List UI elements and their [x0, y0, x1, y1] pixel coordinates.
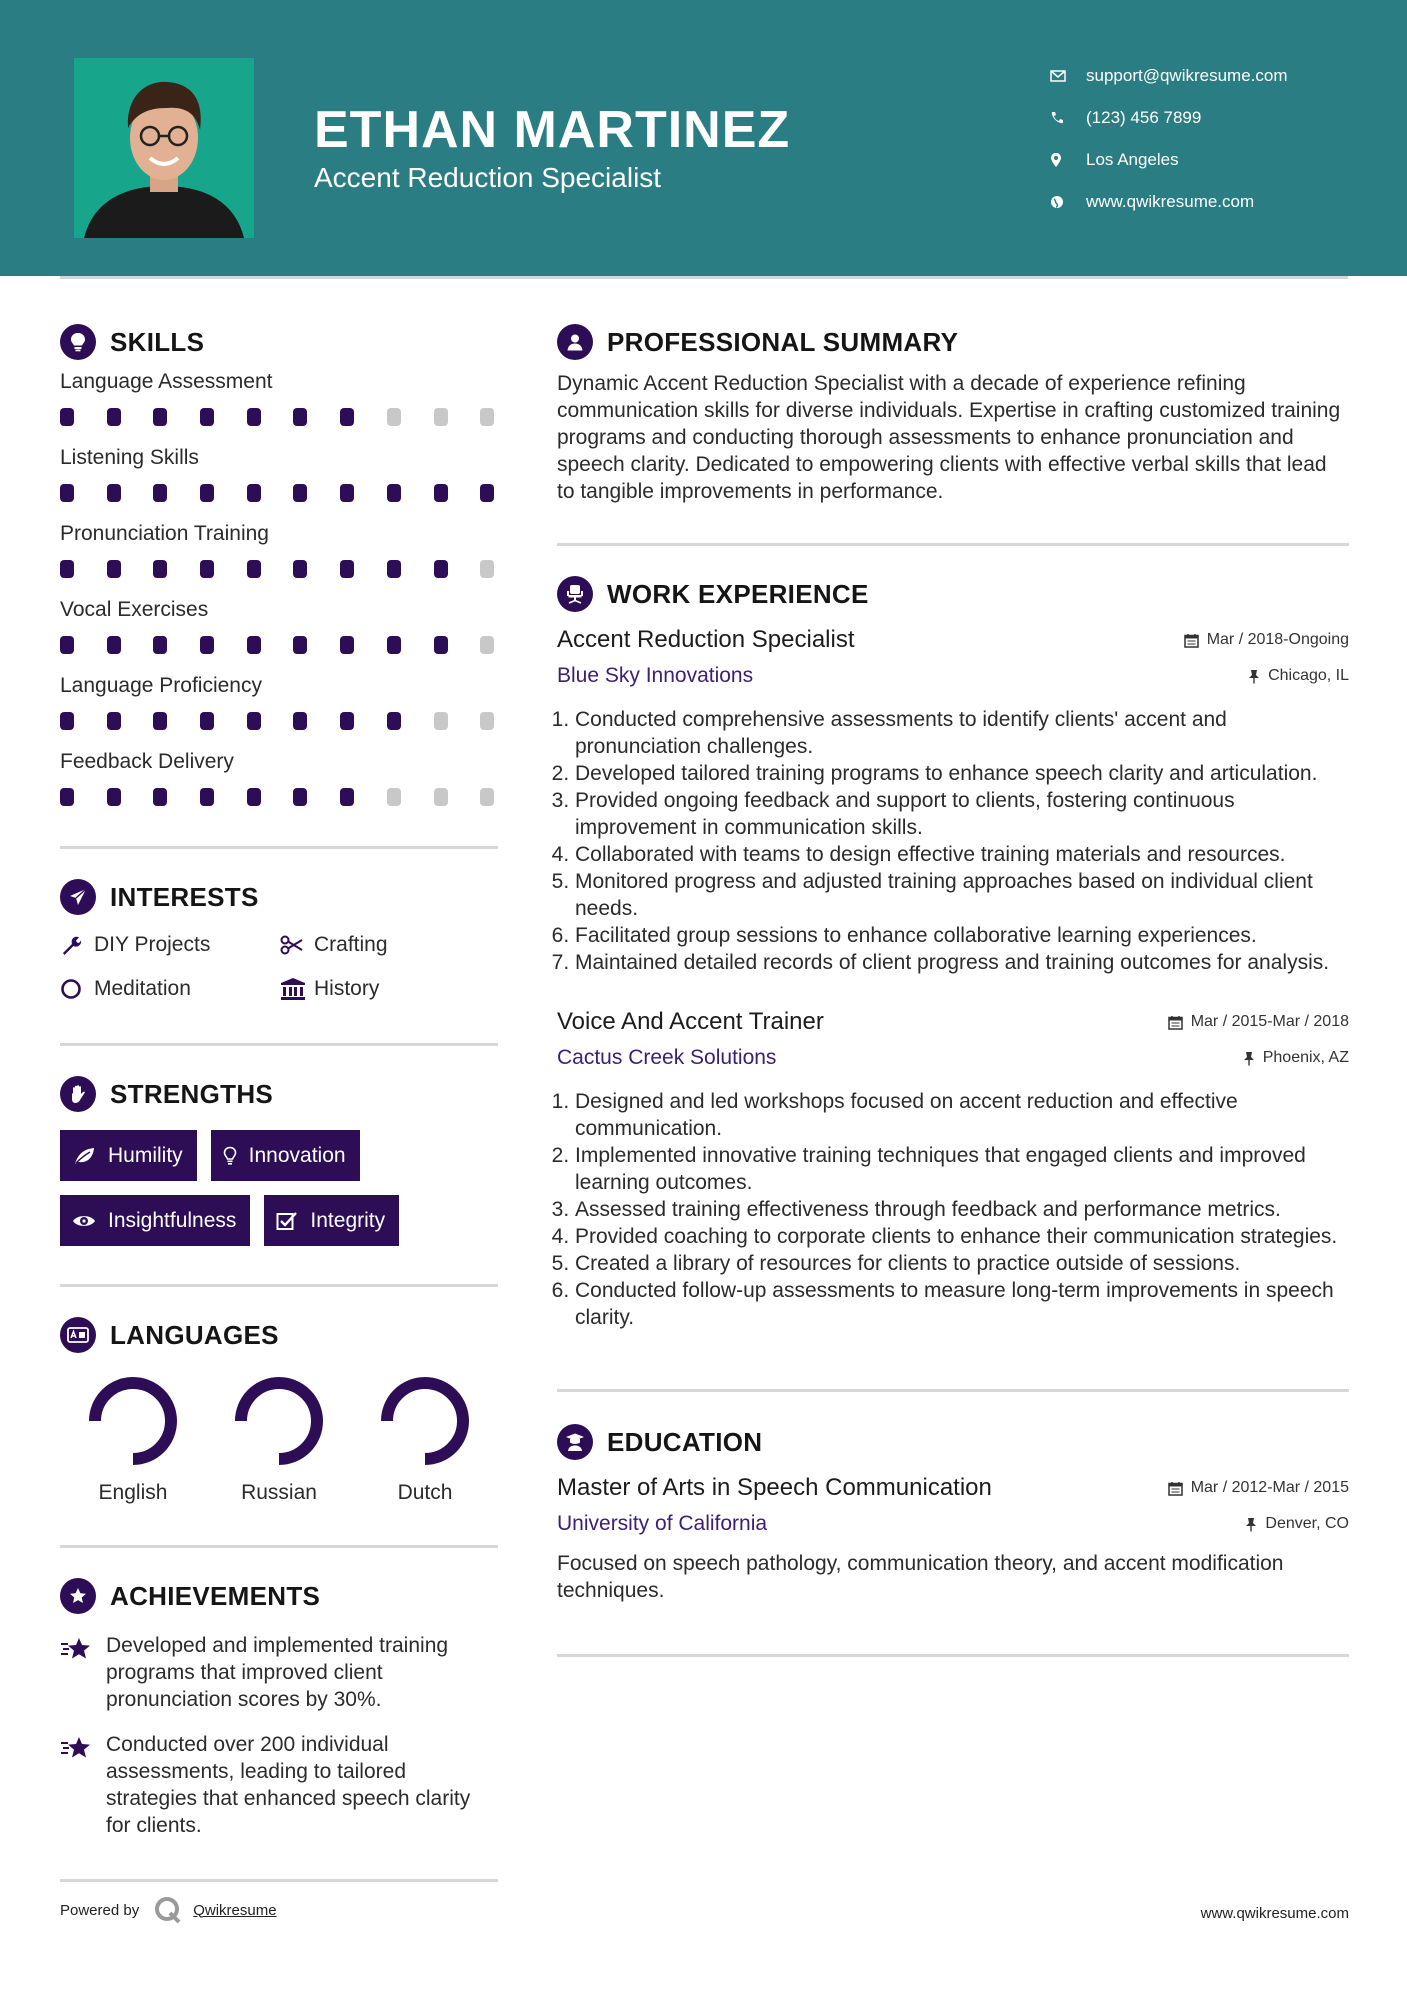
pushpin-icon — [1248, 669, 1260, 684]
responsibility-item: 6. Facilitated group sessions to enhance collaborative learning experiences. — [575, 922, 1349, 949]
rating-dot-filled — [387, 636, 401, 654]
rating-dot-filled — [107, 408, 121, 426]
interests-heading — [60, 875, 498, 919]
rating-dot-filled — [293, 484, 307, 502]
museum-icon — [280, 977, 314, 1001]
contact-email[interactable] — [1050, 55, 1390, 97]
calendar-icon — [1168, 1015, 1183, 1030]
languages-heading — [60, 1313, 498, 1357]
responsibility-item: 1. Designed and led workshops focused on accent reduction and effective communication. — [575, 1088, 1349, 1142]
language-item — [206, 1373, 352, 1505]
graduate-icon — [557, 1424, 593, 1460]
job-location — [1248, 667, 1349, 685]
education-heading — [557, 1420, 1349, 1464]
contact-website-text: www.qwikresume.com — [1086, 192, 1255, 211]
job-title: Accent Reduction Specialist — [557, 626, 855, 653]
rating-dot-empty — [387, 788, 401, 806]
rating-dot-filled — [247, 560, 261, 578]
strengths-title: STRENGTHS — [110, 1078, 274, 1109]
strength-tag — [264, 1195, 399, 1246]
rating-dot-filled — [387, 484, 401, 502]
language-name: English — [98, 1481, 168, 1504]
contact-website[interactable] — [1050, 181, 1390, 223]
language-progress-ring — [377, 1373, 473, 1469]
rating-dot-filled — [247, 788, 261, 806]
achievement-text: Developed and implemented training programs that improved client pronunciation scores by 30%. — [106, 1634, 449, 1711]
responsibility-item: 6. Conducted follow-up assessments to measure long-term improvements in speech clarity. — [575, 1277, 1349, 1331]
eye-icon — [72, 1213, 96, 1229]
skills-list — [60, 370, 498, 808]
education-date-text: Mar / 2012-Mar / 2015 — [1190, 1479, 1349, 1496]
section-divider — [60, 846, 498, 849]
education-entry — [557, 1474, 1349, 1604]
rating-dot-filled — [293, 712, 307, 730]
achievement-text: Conducted over 200 individual assessments, leading to tailored strategies that enhanced speech clarity for clients. — [106, 1733, 471, 1837]
section-divider — [557, 1389, 1349, 1392]
skill-item — [60, 446, 498, 504]
rating-dot-filled — [200, 636, 214, 654]
responsibility-item: 5. Created a library of resources for clients to practice outside of sessions. — [575, 1250, 1349, 1277]
skill-name: Language Proficiency — [60, 674, 262, 697]
strength-label: Insightfulness — [108, 1208, 237, 1232]
rating-dot-filled — [107, 484, 121, 502]
skill-rating — [60, 636, 498, 656]
rating-dot-filled — [153, 408, 167, 426]
interest-label: DIY Projects — [94, 933, 211, 956]
rating-dot-filled — [107, 788, 121, 806]
language-item — [352, 1373, 498, 1505]
star-badge-icon — [60, 1578, 96, 1614]
job-location — [1243, 1049, 1349, 1067]
section-divider — [60, 1043, 498, 1046]
skill-name: Feedback Delivery — [60, 750, 234, 773]
rating-dot-filled — [434, 636, 448, 654]
responsibility-item: 3. Assessed training effectiveness through feedback and performance metrics. — [575, 1196, 1349, 1223]
skill-item — [60, 522, 498, 580]
rating-dot-filled — [60, 788, 74, 806]
rating-dot-filled — [60, 636, 74, 654]
star-icon — [60, 1632, 106, 1713]
skill-rating — [60, 712, 498, 732]
language-name: Dutch — [397, 1481, 453, 1504]
pushpin-icon — [1243, 1051, 1255, 1066]
language-progress-ring — [231, 1373, 327, 1469]
rating-dot-filled — [200, 408, 214, 426]
rating-dot-filled — [340, 408, 354, 426]
interests-list — [60, 931, 498, 1003]
leaf-icon — [72, 1146, 96, 1166]
interest-item — [60, 975, 280, 1003]
achievement-item — [60, 1632, 498, 1713]
right-column — [557, 320, 1349, 1657]
star-icon — [60, 1731, 106, 1839]
rating-dot-filled — [387, 712, 401, 730]
contact-location-text: Los Angeles — [1086, 150, 1179, 169]
rating-dot-empty — [480, 408, 494, 426]
globe-icon — [1050, 195, 1086, 209]
skills-title: SKILLS — [110, 326, 205, 357]
rating-dot-empty — [387, 408, 401, 426]
languages-title: LANGUAGES — [110, 1319, 279, 1350]
hand-icon — [60, 1076, 96, 1112]
responsibility-item: 4. Provided coaching to corporate clients to enhance their communication strategies. — [575, 1223, 1349, 1250]
strength-label: Integrity — [310, 1208, 386, 1232]
language-name: Russian — [241, 1481, 317, 1504]
rating-dot-empty — [480, 788, 494, 806]
candidate-title: Accent Reduction Specialist — [314, 162, 662, 193]
scissors-icon — [280, 935, 314, 955]
rating-dot-filled — [434, 560, 448, 578]
profile-photo — [74, 58, 254, 238]
rating-dot-filled — [60, 408, 74, 426]
rating-dot-empty — [434, 712, 448, 730]
rating-dot-filled — [340, 712, 354, 730]
rating-dot-filled — [107, 636, 121, 654]
rating-dot-filled — [153, 712, 167, 730]
rating-dot-empty — [480, 560, 494, 578]
rating-dot-filled — [60, 484, 74, 502]
skill-rating — [60, 788, 498, 808]
interest-item — [280, 931, 490, 959]
office-chair-icon — [557, 576, 593, 612]
rating-dot-empty — [434, 408, 448, 426]
calendar-icon — [1168, 1481, 1183, 1496]
phone-icon — [1050, 111, 1086, 125]
contact-list — [1050, 55, 1390, 223]
envelope-icon — [1050, 70, 1086, 82]
languages-list — [60, 1373, 498, 1505]
skill-item — [60, 370, 498, 428]
contact-phone[interactable] — [1050, 97, 1390, 139]
strengths-list — [60, 1130, 498, 1246]
skill-rating — [60, 560, 498, 580]
lightbulb-icon — [60, 324, 96, 360]
rating-dot-filled — [247, 712, 261, 730]
job-date-text: Mar / 2015-Mar / 2018 — [1190, 1013, 1349, 1030]
interest-label: Crafting — [314, 933, 388, 956]
qwikresume-link[interactable]: Qwikresume — [193, 1901, 277, 1919]
skill-rating — [60, 484, 498, 504]
job-responsibilities — [557, 706, 1349, 976]
section-divider — [557, 543, 1349, 546]
contact-email-text: support@qwikresume.com — [1086, 66, 1288, 85]
job-date — [1184, 631, 1349, 649]
experience-heading — [557, 572, 1349, 616]
job-date — [1168, 1013, 1349, 1031]
rating-dot-filled — [293, 408, 307, 426]
education-description: Focused on speech pathology, communication theory, and accent modification techniques. — [557, 1552, 1284, 1602]
left-column — [60, 320, 498, 1882]
language-card-icon — [60, 1317, 96, 1353]
responsibility-item: 7. Maintained detailed records of client progress and training outcomes for analysis. — [575, 949, 1349, 976]
strength-label: Humility — [108, 1143, 183, 1167]
job-entry — [557, 1008, 1349, 1331]
skills-heading — [60, 320, 498, 364]
interest-label: History — [314, 977, 380, 1000]
strength-label: Innovation — [248, 1143, 346, 1167]
powered-by-text: Powered by — [60, 1901, 140, 1919]
rating-dot-filled — [200, 788, 214, 806]
rating-dot-filled — [247, 484, 261, 502]
language-progress-ring — [85, 1373, 181, 1469]
company-name: Cactus Creek Solutions — [557, 1046, 777, 1069]
interest-item — [60, 931, 280, 959]
skill-rating — [60, 408, 498, 428]
strength-tag — [60, 1130, 197, 1181]
strength-tag — [60, 1195, 250, 1246]
resume-header — [0, 0, 1407, 276]
rating-dot-filled — [340, 484, 354, 502]
job-location-text: Chicago, IL — [1268, 667, 1349, 684]
section-divider — [60, 1879, 498, 1882]
rating-dot-empty — [480, 636, 494, 654]
achievements-heading — [60, 1574, 498, 1618]
job-date-text: Mar / 2018-Ongoing — [1206, 631, 1349, 648]
degree-name: Master of Arts in Speech Communication — [557, 1474, 992, 1501]
rating-dot-empty — [480, 712, 494, 730]
job-title: Voice And Accent Trainer — [557, 1008, 824, 1035]
rating-dot-filled — [293, 788, 307, 806]
calendar-icon — [1184, 633, 1199, 648]
skill-name: Pronunciation Training — [60, 522, 269, 545]
responsibility-item: 2. Developed tailored training programs to enhance speech clarity and articulation. — [575, 760, 1349, 787]
rating-dot-filled — [387, 560, 401, 578]
summary-heading — [557, 320, 1349, 364]
rating-dot-filled — [480, 484, 494, 502]
rating-dot-filled — [153, 788, 167, 806]
rating-dot-filled — [107, 560, 121, 578]
wrench-icon — [60, 934, 94, 956]
map-pin-icon — [1050, 152, 1086, 168]
rating-dot-filled — [434, 484, 448, 502]
interests-title: INTERESTS — [110, 881, 259, 912]
lightbulb-icon — [223, 1146, 237, 1166]
summary-text: Dynamic Accent Reduction Specialist with a decade of experience refining communication skills for diverse individuals. Expertise in crafting customized training programs and conducting thorough assessments to enhance pronunciation and speech clarity. Dedicated to empowering clients with effective verbal skills that lead to tangible improvements in performance. — [557, 372, 1341, 503]
responsibility-item: 4. Collaborated with teams to design effective training materials and resources. — [575, 841, 1349, 868]
rating-dot-filled — [247, 636, 261, 654]
user-icon — [557, 324, 593, 360]
circle-icon — [60, 978, 94, 1000]
responsibility-item: 3. Provided ongoing feedback and support to clients, fostering continuous improvement in communication skills. — [575, 787, 1349, 841]
rating-dot-filled — [200, 712, 214, 730]
rating-dot-filled — [200, 560, 214, 578]
rating-dot-filled — [293, 636, 307, 654]
skill-item — [60, 598, 498, 656]
language-item — [60, 1373, 206, 1505]
responsibility-item: 2. Implemented innovative training techniques that engaged clients and improved learning outcomes. — [575, 1142, 1349, 1196]
paper-plane-icon — [60, 879, 96, 915]
rating-dot-filled — [200, 484, 214, 502]
job-entry — [557, 626, 1349, 976]
rating-dot-filled — [60, 712, 74, 730]
achievement-item — [60, 1731, 498, 1839]
skill-name: Listening Skills — [60, 446, 199, 469]
skill-item — [60, 674, 498, 732]
qwikresume-logo-icon — [153, 1895, 183, 1925]
pushpin-icon — [1245, 1517, 1257, 1532]
rating-dot-empty — [434, 788, 448, 806]
rating-dot-filled — [340, 560, 354, 578]
contact-phone-text: (123) 456 7899 — [1086, 108, 1202, 127]
strength-tag — [211, 1130, 360, 1181]
responsibility-item: 1. Conducted comprehensive assessments to identify clients' accent and pronunciation challenges. — [575, 706, 1349, 760]
section-divider — [60, 1284, 498, 1287]
responsibility-item: 5. Monitored progress and adjusted training approaches based on individual client needs. — [575, 868, 1349, 922]
candidate-name: ETHAN MARTINEZ — [314, 101, 791, 159]
skill-item — [60, 750, 498, 808]
header-divider — [60, 276, 1348, 279]
summary-title: PROFESSIONAL SUMMARY — [607, 326, 959, 357]
education-date — [1168, 1479, 1349, 1497]
education-location — [1245, 1515, 1349, 1533]
interest-item — [280, 975, 490, 1003]
strengths-heading — [60, 1072, 498, 1116]
rating-dot-filled — [340, 636, 354, 654]
skill-name: Vocal Exercises — [60, 598, 209, 621]
contact-location — [1050, 139, 1390, 181]
rating-dot-filled — [153, 484, 167, 502]
rating-dot-filled — [293, 560, 307, 578]
rating-dot-filled — [60, 560, 74, 578]
section-divider — [60, 1545, 498, 1548]
company-name: Blue Sky Innovations — [557, 664, 754, 687]
rating-dot-filled — [153, 560, 167, 578]
experience-title: WORK EXPERIENCE — [607, 578, 869, 609]
job-responsibilities — [557, 1088, 1349, 1331]
interest-label: Meditation — [94, 977, 191, 1000]
school-name: University of California — [557, 1512, 768, 1535]
skill-name: Language Assessment — [60, 370, 273, 393]
checkbox-icon — [276, 1211, 298, 1231]
rating-dot-filled — [153, 636, 167, 654]
achievements-title: ACHIEVEMENTS — [110, 1580, 321, 1611]
footer-url[interactable]: www.qwikresume.com — [1200, 1905, 1349, 1922]
education-location-text: Denver, CO — [1265, 1515, 1349, 1532]
rating-dot-filled — [107, 712, 121, 730]
footer-powered-by — [60, 1895, 277, 1925]
section-divider — [557, 1654, 1349, 1657]
rating-dot-filled — [247, 408, 261, 426]
education-title: EDUCATION — [607, 1426, 763, 1457]
job-location-text: Phoenix, AZ — [1262, 1049, 1349, 1066]
rating-dot-filled — [340, 788, 354, 806]
